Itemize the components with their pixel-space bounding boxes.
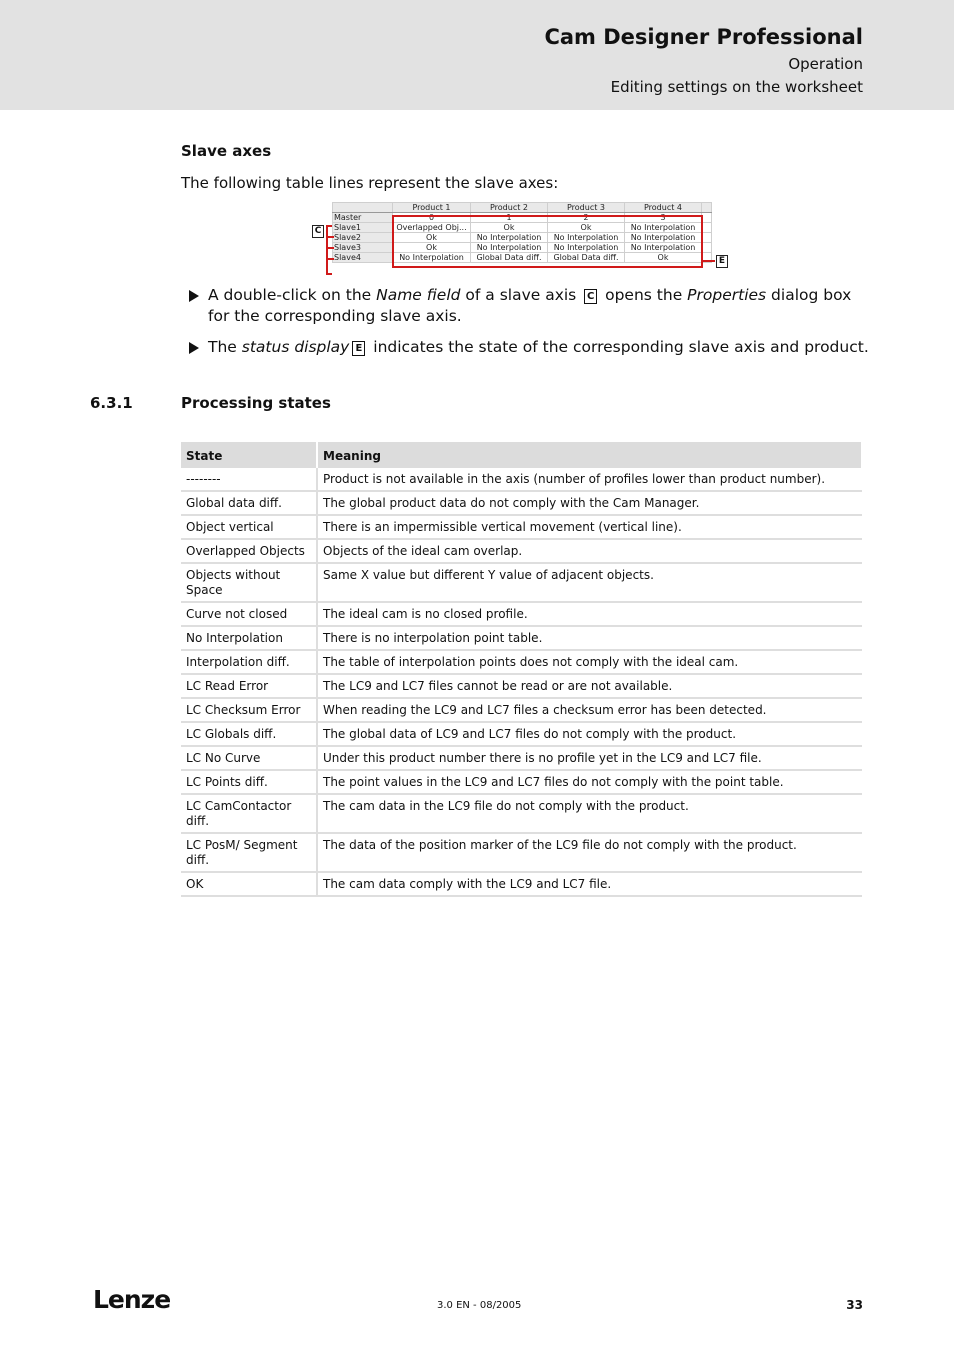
state-cell: LC Read Error [181,674,317,698]
screenshot-col-header[interactable]: Product 3 [548,203,625,213]
bullet-term-status-display: status display [241,338,350,356]
table-row [181,515,862,539]
meaning-cell: The table of interpolation points does not comply with the ideal cam. [317,650,862,674]
state-cell: OK [181,872,317,896]
table-row [181,563,862,602]
bullet-term-properties: Properties [687,286,767,304]
state-cell: Interpolation diff. [181,650,317,674]
table-row [181,626,862,650]
state-cell: Object vertical [181,515,317,539]
table-row [181,650,862,674]
section-title: Editing settings on the worksheet [610,78,863,96]
screenshot-col-header[interactable]: Product 2 [471,203,548,213]
state-cell: No Interpolation [181,626,317,650]
slave-axes-intro: The following table lines represent the slave axes: [181,174,559,192]
meaning-cell: The ideal cam is no closed profile. [317,602,862,626]
bullet-text-part: The [208,338,242,356]
meaning-cell: Under this product number there is no profile yet in the LC9 and LC7 file. [317,746,862,770]
screenshot-name-field[interactable]: Master [333,213,393,223]
section-heading: Processing states [181,394,331,412]
version-label: 3.0 EN - 08/2005 [437,1300,522,1311]
state-cell: Overlapped Objects [181,539,317,563]
bullet-triangle-icon [189,342,199,354]
meaning-cell: The data of the position marker of the LC9 file do not comply with the product. [317,833,862,872]
screenshot-cell: No Interpolation [393,253,471,263]
table-row [181,539,862,563]
screenshot-cell: 2 [548,213,625,223]
screenshot-spacer [702,203,712,213]
bullet-text [208,337,869,358]
bracket-tick [326,247,334,249]
bullet-term-name-field: Name field [376,286,461,304]
screenshot-cell: No Interpolation [471,233,548,243]
table-body [181,468,862,896]
table-row [181,722,862,746]
meaning-cell: Same X value but different Y value of adjacent objects. [317,563,862,602]
screenshot-spacer [702,233,712,243]
state-cell: LC Globals diff. [181,722,317,746]
table-row [181,491,862,515]
state-cell: LC PosM/ Segment diff. [181,833,317,872]
screenshot-cell: Ok [393,243,471,253]
slave-axes-screenshot [312,200,732,274]
screenshot-corner [333,203,393,213]
screenshot-cell: No Interpolation [625,223,702,233]
meaning-cell: The cam data in the LC9 file do not comply with the product. [317,794,862,833]
screenshot-col-header[interactable]: Product 4 [625,203,702,213]
meaning-cell: The point values in the LC9 and LC7 files do not comply with the point table. [317,770,862,794]
table-row [181,833,862,872]
screenshot-col-header[interactable]: Product 1 [393,203,471,213]
state-cell: LC Points diff. [181,770,317,794]
screenshot-cell: Ok [625,253,702,263]
meaning-cell: The cam data comply with the LC9 and LC7 file. [317,872,862,896]
meaning-cell: The global data of LC9 and LC7 files do not comply with the product. [317,722,862,746]
screenshot-spacer [702,243,712,253]
state-cell: Objects without Space [181,563,317,602]
bullet-text-part: of a slave axis [460,286,582,304]
screenshot-cell: Ok [548,223,625,233]
meaning-cell: Product is not available in the axis (number of profiles lower than product number). [317,468,862,491]
processing-states-table [181,442,863,897]
column-header-state: State [181,442,317,468]
screenshot-spacer [702,223,712,233]
bracket-tick [326,258,334,260]
screenshot-cell: No Interpolation [548,243,625,253]
table-row [181,602,862,626]
page-number: 33 [846,1298,863,1312]
meaning-cell: The LC9 and LC7 files cannot be read or are not available. [317,674,862,698]
meaning-cell: There is an impermissible vertical movement (vertical line). [317,515,862,539]
screenshot-cell: No Interpolation [625,233,702,243]
key-e-marker: E [352,341,365,356]
table-header-row [181,442,862,468]
status-pointer-line [703,260,715,262]
table-row [181,674,862,698]
screenshot-header-row [333,203,712,213]
state-cell: LC Checksum Error [181,698,317,722]
meaning-cell: There is no interpolation point table. [317,626,862,650]
state-cell: Global data diff. [181,491,317,515]
bracket-tick [326,236,334,238]
screenshot-spacer [702,213,712,223]
state-cell: -------- [181,468,317,491]
section-number: 6.3.1 [90,394,133,412]
table-row [181,770,862,794]
screenshot-cell: 3 [625,213,702,223]
table-row [181,746,862,770]
bullet-text-part: dialog box for the corresponding slave axis. [208,286,852,325]
screenshot-cell: No Interpolation [471,243,548,253]
table-row [181,698,862,722]
screenshot-cell: Overlapped Obj... [393,223,471,233]
document-title: Cam Designer Professional [544,25,863,49]
meaning-cell: When reading the LC9 and LC7 files a checksum error has been detected. [317,698,862,722]
bullet-text-part: indicates the state of the corresponding slave axis and product. [368,338,869,356]
state-cell: Curve not closed [181,602,317,626]
label-c-marker: C [312,225,324,238]
screenshot-cell: 1 [471,213,548,223]
screenshot-cell: Global Data diff. [471,253,548,263]
meaning-cell: The global product data do not comply with the Cam Manager. [317,491,862,515]
bullet-text [208,285,869,327]
chapter-title: Operation [788,55,863,73]
page-header [0,0,954,110]
screenshot-name-field[interactable]: Slave1 [333,223,393,233]
meaning-cell: Objects of the ideal cam overlap. [317,539,862,563]
table-row [181,872,862,896]
slave-axes-heading: Slave axes [181,142,272,160]
screenshot-cell: No Interpolation [548,233,625,243]
lenze-logo: Lenze [93,1285,171,1314]
table-row [181,468,862,491]
screenshot-cell: 0 [393,213,471,223]
state-cell: LC No Curve [181,746,317,770]
screenshot-cell: Global Data diff. [548,253,625,263]
state-cell: LC CamContactor diff. [181,794,317,833]
screenshot-cell: No Interpolation [625,243,702,253]
status-display-highlight [392,215,703,268]
bullet-text-part: opens the [600,286,688,304]
label-e-marker: E [716,255,728,268]
screenshot-cell: Ok [393,233,471,243]
key-c-marker: C [584,289,597,304]
screenshot-name-field[interactable]: Slave4 [333,253,393,263]
table-row [181,794,862,833]
screenshot-name-field[interactable]: Slave3 [333,243,393,253]
bullet-text-part: A double-click on the [208,286,377,304]
screenshot-cell: Ok [471,223,548,233]
name-field-bracket [326,225,332,275]
screenshot-name-field[interactable]: Slave2 [333,233,393,243]
bullet-triangle-icon [189,290,199,302]
column-header-meaning: Meaning [317,442,862,468]
